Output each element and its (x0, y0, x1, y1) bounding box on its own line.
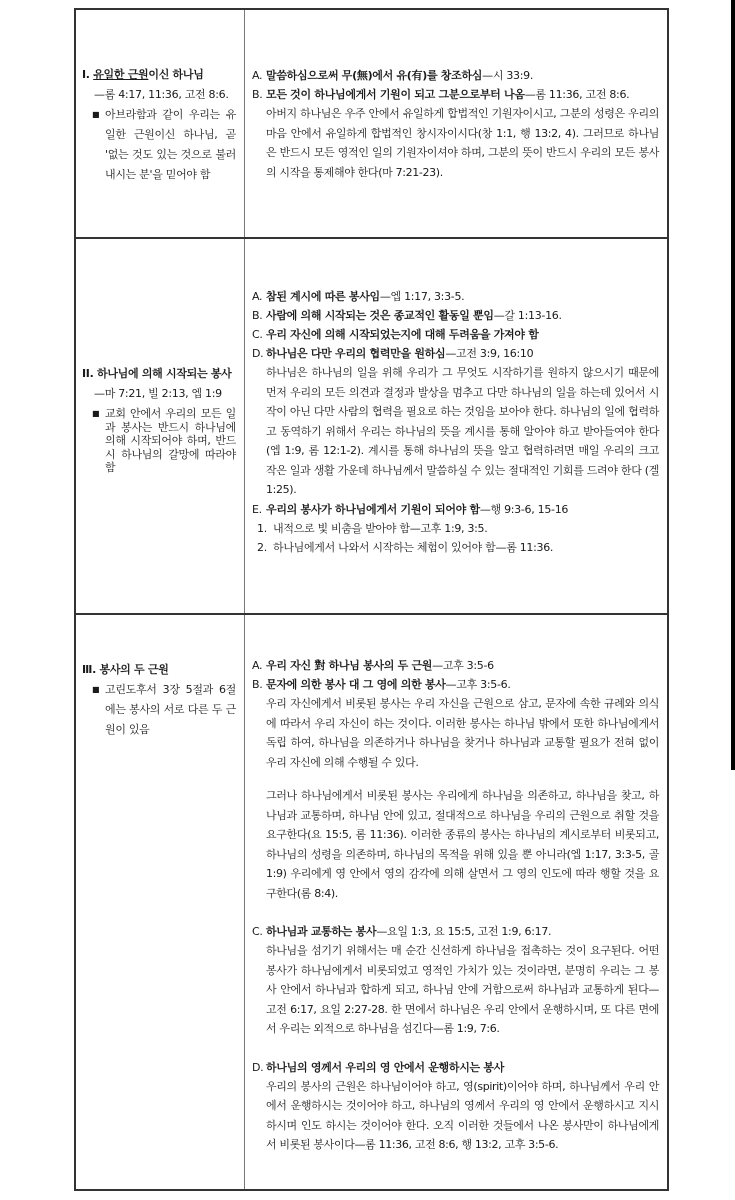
section-3-item-b-body: 우리 자신에게서 비롯된 봉사는 우리 자신을 근원으로 삼고, 문자에 속한 규례와 의식에 따라서 우리 자신이 하는 것이다. 이러한 봉사는 하나님 밖에서 또한 하나님에게서 독립 하여, 하나님을 의존하거나 하나님을 찾거나 하나님과 교통할 필요가 전혀 없이 우리 자신에 의해 수행될 수 있다. (266, 697, 659, 769)
section-2-content-cell (245, 239, 667, 613)
sub-item-number: 2. (257, 540, 267, 554)
item-letter: B. (252, 88, 263, 101)
square-bullet-icon: ■ (92, 109, 100, 119)
section-3-item-c-body: 하나님을 섬기기 위해서는 매 순간 신선하게 하나님을 접촉하는 것이 요구된다. 어떤 봉사가 하나님에게서 비롯되었고 영적인 가치가 있는 것이라면, 분명히 우리는 그 봉사 안에서 하나님과 합하게 되고, 하나님 안에 거함으로써 하나님과 교통하게 된다—고전 6:17, 요일 2:27-28. 한 면에서 하나님은 우리 안에서 운행하시며, 또 다른 면에서 우리는 외적으로 하나님을 섬긴다—롬 1:9, 7:6. (266, 944, 659, 1035)
section-1-ref: —롬 4:17, 11:36, 고전 8:6. (94, 87, 229, 101)
item-heading: 우리의 봉사가 하나님에게서 기원이 되어야 함 (266, 502, 480, 516)
section-3-content-cell (245, 615, 667, 1189)
item-heading: 우리 자신에 의해 시작되었는지에 대해 두려움을 가져야 함 (266, 328, 539, 341)
item-heading: 하나님의 영께서 우리의 영 안에서 운행하시는 봉사 (266, 1060, 505, 1074)
section-3-item-d-body: 우리의 봉사의 근원은 하나님이어야 하고, 영(spirit)이어야 하며, 하나님께서 우리 안에서 운행하시는 것이어야 하고, 하나님의 영께서 우리의 영 안에서 운행하시고 지시하시며 인도 하시는 것이어야 한다. 오직 이러한 것들에서 나온 봉사만이 하나님에게서 비롯된 봉사이다—롬 11:36, 고전 8:6, 행 13:2, 고후 3:5-6. (266, 1079, 659, 1151)
item-heading: 모든 것이 하나님에게서 기원이 되고 그분으로부터 나옴 (266, 88, 525, 101)
item-letter: C. (252, 328, 263, 341)
section-1-item-b-body: 아버지 하나님은 우주 안에서 유일하게 합법적인 기원자이시고, 그분의 성령은 우리의 마음 안에서 유일하게 합법적인 창시자이시다(창 1:1, 행 13:2, 4). 그러므로 하나님은 반드시 모든 영적인 일의 기원자이셔야 하며, 그분의 뜻이 반드시 우리의 모든 봉사의 시작을 통제해야 한다(마 7:21-23). (266, 107, 659, 179)
section-1-note (82, 105, 236, 185)
item-ref: —고전 3:9, 16:10 (445, 347, 534, 360)
item-letter: A. (252, 659, 263, 672)
item-heading: 말씀하심으로써 무(無)에서 유(有)를 창조하심 (266, 69, 483, 82)
paragraph-gap (252, 903, 659, 922)
section-1-item-b (252, 85, 659, 104)
item-ref: —시 33:9. (482, 69, 534, 82)
section-1-title-underlined: 유일한 근원 (93, 67, 149, 81)
section-2-numeral: II. (82, 367, 94, 380)
section-2-item-b (252, 306, 659, 325)
sub-item-number: 1. (257, 521, 267, 535)
item-letter: A. (252, 290, 263, 303)
item-ref: —고후 3:5-6 (432, 659, 494, 672)
paragraph-gap (252, 1039, 659, 1058)
item-letter: A. (252, 69, 263, 82)
section-2-item-e-sub-1 (252, 519, 659, 538)
sub-item-text: 내적으로 빛 비춤을 받아야 함—고후 1:9, 3:5. (273, 521, 488, 535)
section-3-note (82, 680, 236, 740)
item-ref: —롬 11:36, 고전 8:6. (524, 88, 630, 101)
outline-table (74, 8, 669, 1191)
section-2-item-e (252, 500, 659, 519)
item-letter: D. (252, 347, 264, 360)
section-2-item-d (252, 344, 659, 363)
section-2-note (82, 404, 236, 475)
section-1-title (82, 65, 236, 85)
item-letter: C. (252, 925, 263, 938)
section-3-numeral: Ⅲ. (82, 663, 96, 676)
section-2-item-e-sub-2 (252, 538, 659, 557)
section-2-title-text: 하나님에 의해 시작되는 봉사 (97, 367, 232, 380)
section-3-item-b (252, 675, 659, 694)
item-heading: 우리 자신 對 하나님 봉사의 두 근원 (266, 659, 433, 672)
section-2-item-d-body: 하나님은 하나님의 일을 위해 우리가 그 무엇도 시작하기를 원하지 않으시기 때문에 먼저 우리의 모든 의견과 결정과 발상을 멈추고 다만 하나님의 일을 하는데 있어서 시작이 아닌 다만 사람의 협력을 필요로 하는 것임을 보아야 한다. 하나님의 일에 협력하고 동역하기 위해서 우리는 하나님의 뜻을 계시를 통해 알아야 하고 받아들여야 한다(엡 1:9, 롬 12:1-2). 계시를 통해 하나님의 뜻을 알고 협력하려면 매일 우리의 크고 작은 일과 생활 가운데 하나님께서 말씀하실 수 있는 절대적인 기회를 드려야 한다 (겔 1:25). (266, 366, 659, 496)
item-heading: 하나님은 다만 우리의 협력만을 원하심 (266, 347, 446, 360)
item-ref: —엡 1:17, 3:3-5. (379, 290, 465, 303)
section-3-title-text: 봉사의 두 근원 (99, 663, 169, 676)
item-ref: —갈 1:13-16. (493, 309, 562, 322)
square-bullet-icon: ■ (92, 685, 100, 694)
section-1-heading-cell (76, 10, 245, 237)
item-letter: B. (252, 678, 263, 691)
section-3-item-d (252, 1058, 659, 1077)
section-3-item-c (252, 922, 659, 941)
section-3-title (82, 660, 236, 680)
section-2-item-a (252, 287, 659, 306)
section-2-note-text: 교회 안에서 우리의 모든 일과 봉사는 반드시 하나님에 의해 시작되어야 하며, 반드시 하나님의 갈망에 따라야 함 (105, 407, 236, 474)
item-heading: 사람에 의해 시작되는 것은 종교적인 활동일 뿐임 (266, 309, 494, 322)
section-1-content-cell (245, 10, 667, 237)
section-1-numeral: Ⅰ. (82, 67, 90, 81)
section-2-ref: —마 7:21, 빌 2:13, 엡 1:9 (94, 387, 222, 400)
item-letter: E. (252, 502, 262, 516)
square-bullet-icon: ■ (92, 409, 100, 418)
item-heading: 참된 계시에 따른 봉사임 (266, 290, 380, 303)
outline-row-2 (76, 239, 667, 615)
outline-row-3 (76, 615, 667, 1189)
section-1-item-a (252, 66, 659, 85)
section-2-item-c (252, 325, 659, 344)
item-letter: D. (252, 1060, 264, 1074)
section-3-item-b-body-2: 그러나 하나님에게서 비롯된 봉사는 우리에게 하나님을 의존하고, 하나님을 찾고, 하나님과 교통하며, 하나님 안에 있고, 절대적으로 하나님을 우리의 근원으로 취할 것을 요구한다(요 15:5, 롬 11:36). 이러한 종류의 봉사는 하나님의 계시로부터 비롯되고, 하나님의 성령을 의존하며, 하나님의 목적을 위해 있을 뿐 아니라(엡 1:17, 3:3-5, 골 1:9) 우리에게 영 안에서 영의 감각에 의해 살면서 그 영의 인도에 따라 행할 것을 요구한다(롬 8:4). (266, 789, 659, 900)
section-1-title-rest: 이신 하나님 (148, 67, 204, 81)
paragraph-gap (252, 772, 659, 786)
section-1-note-text: 아브라함과 같이 우리는 유일한 근원이신 하나님, 곧 '없는 것도 있는 것으로 불러내시는 분'을 믿어야 함 (105, 107, 236, 181)
section-3-note-text: 고린도후서 3장 5절과 6절에는 봉사의 서로 다른 두 근원이 있음 (105, 683, 236, 736)
outline-row-1 (76, 10, 667, 239)
section-3-heading-cell (76, 615, 245, 1189)
item-heading: 하나님과 교통하는 봉사 (266, 925, 377, 938)
page-edge-bar (731, 0, 735, 770)
item-heading: 문자에 의한 봉사 대 그 영에 의한 봉사 (266, 678, 446, 691)
section-2-title (82, 364, 236, 384)
item-letter: B. (252, 309, 263, 322)
section-3-item-a (252, 656, 659, 675)
item-ref: —행 9:3-6, 15-16 (479, 502, 569, 516)
item-ref: —요일 1:3, 요 15:5, 고전 1:9, 6:17. (376, 925, 552, 938)
section-2-heading-cell (76, 239, 245, 613)
sub-item-text: 하나님에게서 나와서 시작하는 체험이 있어야 함—롬 11:36. (273, 540, 554, 554)
item-ref: —고후 3:5-6. (445, 678, 511, 691)
